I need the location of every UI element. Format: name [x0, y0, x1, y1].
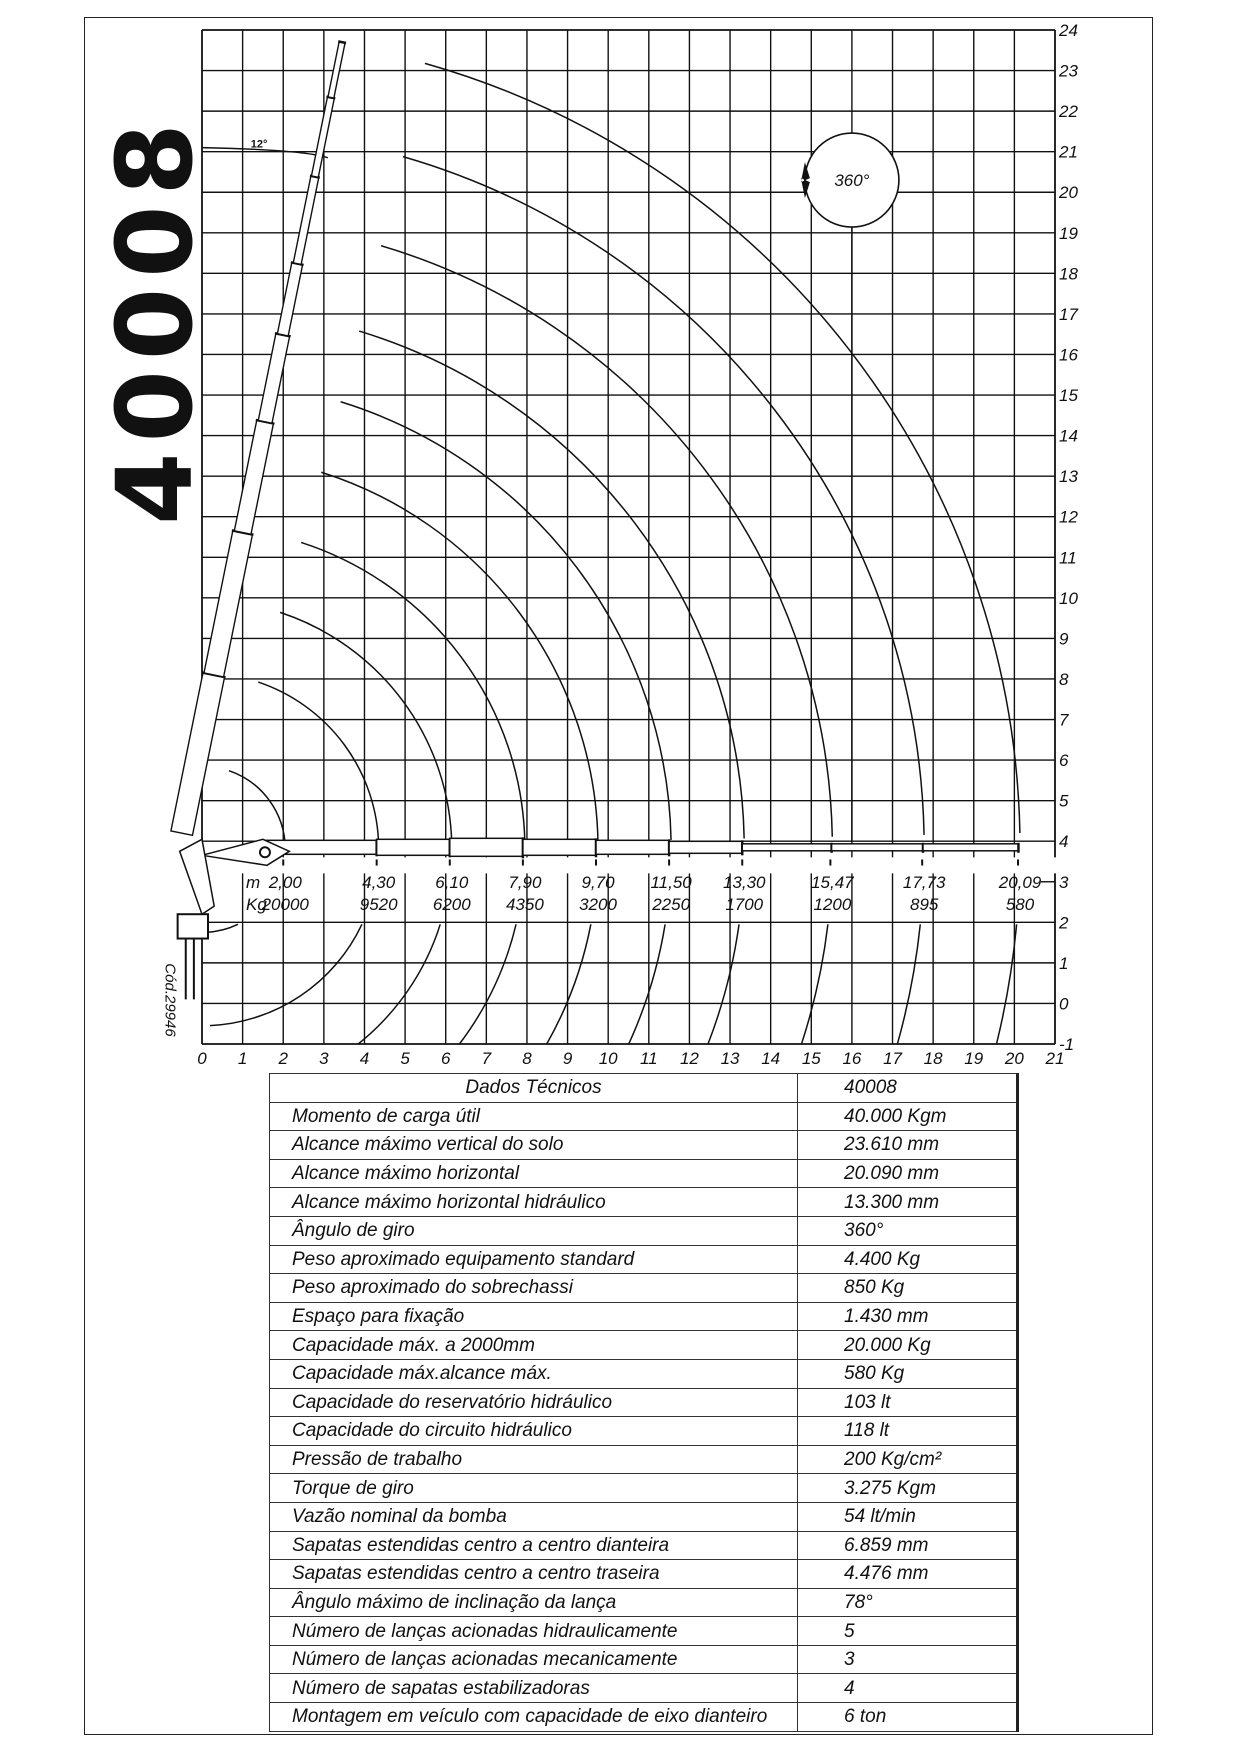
spec-value: 6.859 mm — [798, 1531, 1018, 1560]
axis-ticks — [197, 21, 1078, 1068]
code-label: Cód.29946 — [161, 963, 179, 1037]
spec-value: 40.000 Kgm — [798, 1102, 1018, 1131]
reach-arc — [258, 682, 378, 846]
reach-row-label: m — [246, 872, 261, 892]
boom-section — [523, 839, 596, 855]
x-tick-label: 3 — [319, 1049, 329, 1068]
spec-label: Espaço para fixação — [270, 1302, 798, 1331]
reach-arc-lower — [358, 924, 440, 1044]
spec-label: Momento de carga útil — [270, 1102, 798, 1131]
boom-angle-label: 12° — [250, 138, 268, 151]
rotation-indicator — [801, 133, 899, 227]
spec-value: 4.400 Kg — [798, 1245, 1018, 1274]
boom-section — [450, 838, 523, 856]
x-tick-label: 18 — [923, 1049, 943, 1068]
reach-label: 17,73 — [902, 872, 946, 892]
y-tick-label: 19 — [1059, 223, 1078, 243]
reach-label: 7,90 — [508, 872, 542, 892]
specs-row — [270, 1359, 1018, 1388]
spec-value: 5 — [798, 1617, 1018, 1646]
x-tick-label: 0 — [197, 1049, 207, 1068]
specs-row — [270, 1645, 1018, 1674]
y-tick-label: 17 — [1059, 304, 1078, 324]
load-label: 3200 — [579, 895, 617, 915]
x-tick-label: 21 — [1045, 1049, 1065, 1068]
spec-value: 3.275 Kgm — [798, 1474, 1018, 1503]
load-row-label: Kg — [246, 895, 267, 915]
pivot-pin — [260, 847, 270, 857]
boom-section — [377, 839, 450, 855]
x-tick-label: 1 — [237, 1049, 248, 1068]
boom-rect — [171, 673, 225, 836]
y-tick-label: 21 — [1059, 142, 1078, 162]
y-tick-label: 14 — [1059, 426, 1078, 446]
specs-row — [270, 1216, 1018, 1245]
spec-value: 4 — [798, 1674, 1018, 1703]
reach-arc-lower — [801, 924, 827, 1044]
specs-row — [270, 1102, 1018, 1131]
spec-label: Capacidade do reservatório hidráulico — [270, 1388, 798, 1417]
spec-label: Capacidade máx. a 2000mm — [270, 1331, 798, 1360]
reach-arc — [341, 402, 671, 840]
boom-rect — [204, 531, 252, 677]
reach-label: 6,10 — [435, 872, 469, 892]
load-label: 895 — [909, 895, 939, 915]
specs-header-row — [270, 1074, 1018, 1103]
x-tick-label: 14 — [761, 1049, 781, 1068]
reach-arc — [403, 157, 924, 835]
reach-arc-lower — [996, 924, 1016, 1044]
crane-column — [180, 839, 215, 914]
load-label: 20000 — [261, 895, 309, 915]
spec-value: 20.000 Kg — [798, 1331, 1018, 1360]
x-tick-label: 10 — [598, 1049, 618, 1068]
y-tick-label: 13 — [1059, 467, 1078, 487]
x-tick-label: 12 — [679, 1049, 699, 1068]
specs-row — [270, 1331, 1018, 1360]
spec-value: 54 lt/min — [798, 1502, 1018, 1531]
reach-label: 2,00 — [268, 872, 302, 892]
model-title: 40008 — [94, 113, 216, 525]
spec-label: Ângulo de giro — [270, 1216, 798, 1245]
reach-arc-lower — [547, 924, 591, 1044]
load-label: 9520 — [359, 895, 398, 915]
boom-rect — [311, 97, 334, 177]
spec-label: Vazão nominal da bomba — [270, 1502, 798, 1531]
spec-label: Peso aproximado equipamento standard — [270, 1245, 798, 1274]
inclined-boom-section — [170, 673, 226, 836]
y-tick-label: 16 — [1059, 345, 1078, 365]
y-tick-label: 9 — [1059, 629, 1069, 649]
specs-row — [270, 1188, 1018, 1217]
spec-label: Alcance máximo vertical do solo — [270, 1131, 798, 1160]
specs-row — [270, 1417, 1018, 1446]
spec-label: Número de lanças acionadas hidraulicamente — [270, 1617, 798, 1646]
spec-label: Alcance máximo horizontal hidráulico — [270, 1188, 798, 1217]
spec-value: 13.300 mm — [798, 1188, 1018, 1217]
rotation-label: 360° — [834, 171, 870, 191]
reach-arc-lower — [210, 924, 362, 1025]
y-tick-label: 22 — [1059, 102, 1078, 122]
load-label: 4350 — [505, 895, 544, 915]
load-labels — [246, 873, 267, 914]
reach-arcs — [202, 63, 1042, 1044]
x-tick-label: 17 — [883, 1049, 902, 1068]
inclined-boom-section — [310, 97, 335, 178]
reach-arc-lower — [897, 924, 920, 1044]
spec-label: Sapatas estendidas centro a centro traseira — [270, 1560, 798, 1589]
crane-base — [178, 914, 208, 938]
y-tick-label: 18 — [1059, 264, 1078, 284]
y-tick-label: 8 — [1059, 669, 1069, 689]
x-tick-label: 16 — [842, 1049, 862, 1068]
load-label: 2250 — [652, 895, 691, 915]
reach-arc — [381, 246, 832, 837]
x-tick-label: 20 — [1004, 1049, 1024, 1068]
boom-section — [669, 841, 742, 853]
specs-row — [270, 1703, 1018, 1732]
boom-joint — [338, 41, 346, 43]
spec-value: 360° — [798, 1216, 1018, 1245]
specs-row — [270, 1445, 1018, 1474]
spec-label: Pressão de trabalho — [270, 1445, 798, 1474]
load-label: 6200 — [432, 895, 471, 915]
reach-label: 13,30 — [722, 872, 766, 892]
spec-label: Alcance máximo horizontal — [270, 1159, 798, 1188]
inclined-boom-section — [203, 530, 253, 677]
boom-rect — [258, 333, 289, 423]
specs-row — [270, 1502, 1018, 1531]
reach-arc — [229, 771, 285, 848]
specs-header-label: Dados Técnicos — [270, 1074, 798, 1103]
boom-section — [923, 844, 1018, 851]
y-tick-label: 3 — [1059, 872, 1069, 892]
x-tick-label: 2 — [278, 1049, 288, 1068]
specs-header-value: 40008 — [798, 1074, 1018, 1103]
y-tick-label: 11 — [1059, 548, 1077, 568]
reach-label: 15,47 — [811, 872, 854, 892]
specs-row — [270, 1617, 1018, 1646]
spec-label: Sapatas estendidas centro a centro dianteira — [270, 1531, 798, 1560]
x-tick-label: 15 — [801, 1049, 821, 1068]
x-tick-label: 5 — [400, 1049, 410, 1068]
spec-value: 23.610 mm — [798, 1131, 1018, 1160]
spec-label: Montagem em veículo com capacidade de eixo dianteiro — [270, 1703, 798, 1732]
y-tick-label: 23 — [1059, 61, 1078, 81]
spec-label: Número de lanças acionadas mecanicamente — [270, 1645, 798, 1674]
reach-label: 9,70 — [581, 872, 615, 892]
boom-section — [742, 844, 831, 851]
specs-row — [270, 1474, 1018, 1503]
y-tick-label: 12 — [1059, 507, 1078, 527]
inclined-boom-section — [257, 333, 290, 423]
reach-arc — [321, 472, 598, 841]
reach-arc — [425, 63, 1020, 833]
y-tick-label: 5 — [1059, 791, 1069, 811]
reach-arc-lower — [459, 924, 516, 1044]
boom-section — [832, 844, 923, 851]
load-label: 1200 — [813, 895, 852, 915]
x-tick-label: 19 — [964, 1049, 984, 1068]
specs-row — [270, 1159, 1018, 1188]
reach-arc-lower — [708, 924, 739, 1044]
y-tick-label: 24 — [1059, 21, 1078, 40]
y-tick-label: 4 — [1059, 832, 1069, 852]
inclined-boom-section — [292, 176, 319, 265]
x-tick-label: 13 — [720, 1049, 740, 1068]
specs-table — [269, 1073, 1019, 1732]
x-tick-label: 7 — [481, 1049, 492, 1068]
spec-value: 4.476 mm — [798, 1560, 1018, 1589]
reach-arc-lower — [629, 924, 665, 1044]
specs-row — [270, 1274, 1018, 1303]
x-tick-label: 6 — [440, 1049, 451, 1068]
specs-row — [270, 1560, 1018, 1589]
spec-value: 1.430 mm — [798, 1302, 1018, 1331]
grid — [202, 30, 1055, 1044]
spec-value: 6 ton — [798, 1703, 1018, 1732]
x-tick-label: 4 — [359, 1049, 370, 1068]
boom-rect — [293, 176, 318, 265]
y-tick-label: 20 — [1059, 183, 1078, 203]
reach-arc — [359, 331, 744, 838]
reach-label: 20,09 — [998, 872, 1042, 892]
reach-arc — [301, 542, 525, 842]
inclined-boom-section — [327, 41, 346, 98]
specs-row — [270, 1388, 1018, 1417]
specs-row — [270, 1131, 1018, 1160]
specs-row — [270, 1588, 1018, 1617]
spec-label: Ângulo máximo de inclinação da lança — [270, 1588, 798, 1617]
x-tick-label: 8 — [522, 1049, 532, 1068]
specs-row — [270, 1302, 1018, 1331]
spec-value: 850 Kg — [798, 1274, 1018, 1303]
boom-rect — [328, 42, 345, 99]
spec-value: 3 — [798, 1645, 1018, 1674]
y-tick-label: 7 — [1059, 710, 1069, 730]
spec-value: 200 Kg/cm² — [798, 1445, 1018, 1474]
reach-arc — [280, 612, 452, 844]
spec-value: 20.090 mm — [798, 1159, 1018, 1188]
load-label: 1700 — [725, 895, 764, 915]
x-tick-label: 11 — [639, 1049, 658, 1068]
specs-row — [270, 1531, 1018, 1560]
y-tick-label: 0 — [1059, 994, 1069, 1014]
reach-arc-lower — [206, 924, 238, 932]
spec-value: 103 lt — [798, 1388, 1018, 1417]
spec-label: Peso aproximado do sobrechassi — [270, 1274, 798, 1303]
y-tick-label: 6 — [1059, 751, 1069, 771]
y-tick-label: 10 — [1059, 588, 1078, 608]
spec-label: Capacidade máx.alcance máx. — [270, 1359, 798, 1388]
y-tick-label: 1 — [1059, 953, 1069, 973]
specs-row — [270, 1674, 1018, 1703]
spec-label: Número de sapatas estabilizadoras — [270, 1674, 798, 1703]
specs-row — [270, 1245, 1018, 1274]
y-tick-label: 2 — [1059, 913, 1069, 933]
spec-value: 118 lt — [798, 1417, 1018, 1446]
boom-section — [596, 840, 669, 854]
spec-value: 580 Kg — [798, 1359, 1018, 1388]
spec-label: Torque de giro — [270, 1474, 798, 1503]
spec-label: Capacidade do circuito hidráulico — [270, 1417, 798, 1446]
y-tick-label: 15 — [1059, 386, 1078, 406]
x-tick-label: 9 — [562, 1049, 573, 1068]
y-tick-label: -1 — [1059, 1035, 1075, 1054]
reach-label: 4,30 — [362, 872, 396, 892]
spec-value: 78° — [798, 1588, 1018, 1617]
load-label: 580 — [1005, 895, 1035, 915]
reach-label: 11,50 — [650, 872, 692, 892]
